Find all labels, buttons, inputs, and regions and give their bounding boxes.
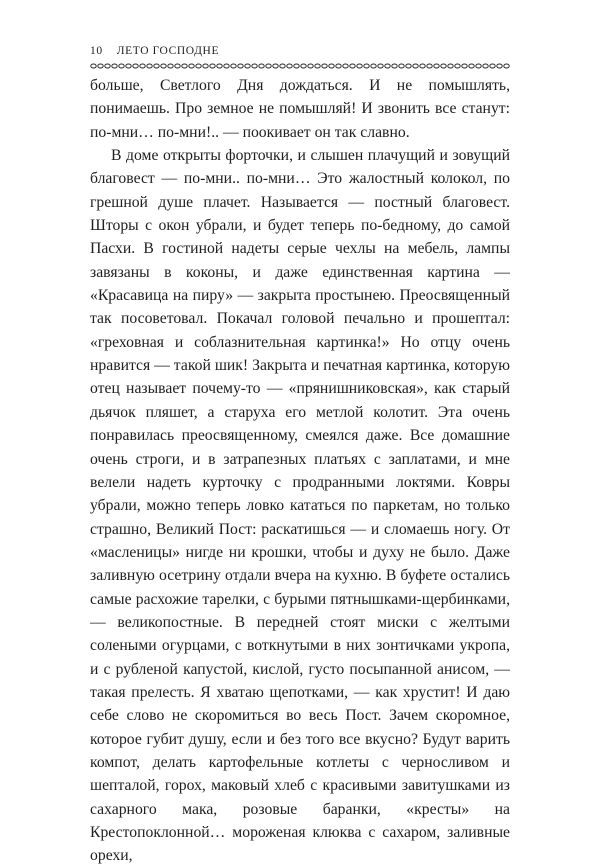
book-title: ЛЕТО ГОСПОДНЕ [116,45,220,57]
ornamental-rule [90,62,510,70]
page-number: 10 [90,45,103,57]
paragraph: В доме открыты форточки, и слышен плачущий и зовущий благовест — по-мни.. по-мни… Это жалостный колокол, по грешной душе плачет. Называется — постный благовест. Шторы с окон убрали, и будет теперь по-бедному, до самой Пасхи. В гостиной надеты серые чехлы на мебель, лампы завязаны в коконы, и даже единственная картина — «Красавица на пиру» — закрыта простынею. Преосвященный так посоветовал. Покачал головой печально и прошептал: «греховная и соблазнительная картинка!» Но отцу очень нравится — такой шик! Закрыта и печатная картинка, которую отец называет почему-то — «прянишниковская», как старый дьячок пляшет, а старуха его метлой колотит. Эта очень понравилась преосвященному, смеялся даже. Все домашние очень строги, и в затрапезных платьях с заплатами, и мне велели надеть курточку с продранными локтями. Ковры убрали, можно теперь ловко кататься по паркетам, но только страшно, Великий Пост: раскатишься — и сломаешь ногу. От «масленицы» нигде ни крошки, чтобы и духу не было. Даже заливную осетрину отдали вчера на кухню. В буфете остались самые расхожие тарелки, с бурыми пятнышками-щербинками, — великопостные. В передней стоят миски с желтыми солеными огурцами, с воткнутыми в них зонтичками укропа, и с рубленой капустой, кислой, густо посыпанной анисом, — такая прелесть. Я хватаю щепотками, — как хрустит! И даю себе слово не скоромиться во весь Пост. Зачем скоромное, которое губит душу, если и без того все вкусно? Будут варить компот, делать картофельные котлеты с черносливом и шепталой, горох, маковый хлеб с красивыми завитушками из сахарного мака, розовые баранки, «кресты» на Крестопоклонной… мороженая клюква с сахаром, заливные орехи, [90,147,510,865]
running-head [90,44,510,58]
body-text [90,74,510,868]
paragraph: больше, Светлого Дня дождаться. И не помышлять, понимаешь. Про земное не помышляй! И звонить все станут: по-мни… по-мни!.. — поокивает он так славно. [90,77,510,141]
